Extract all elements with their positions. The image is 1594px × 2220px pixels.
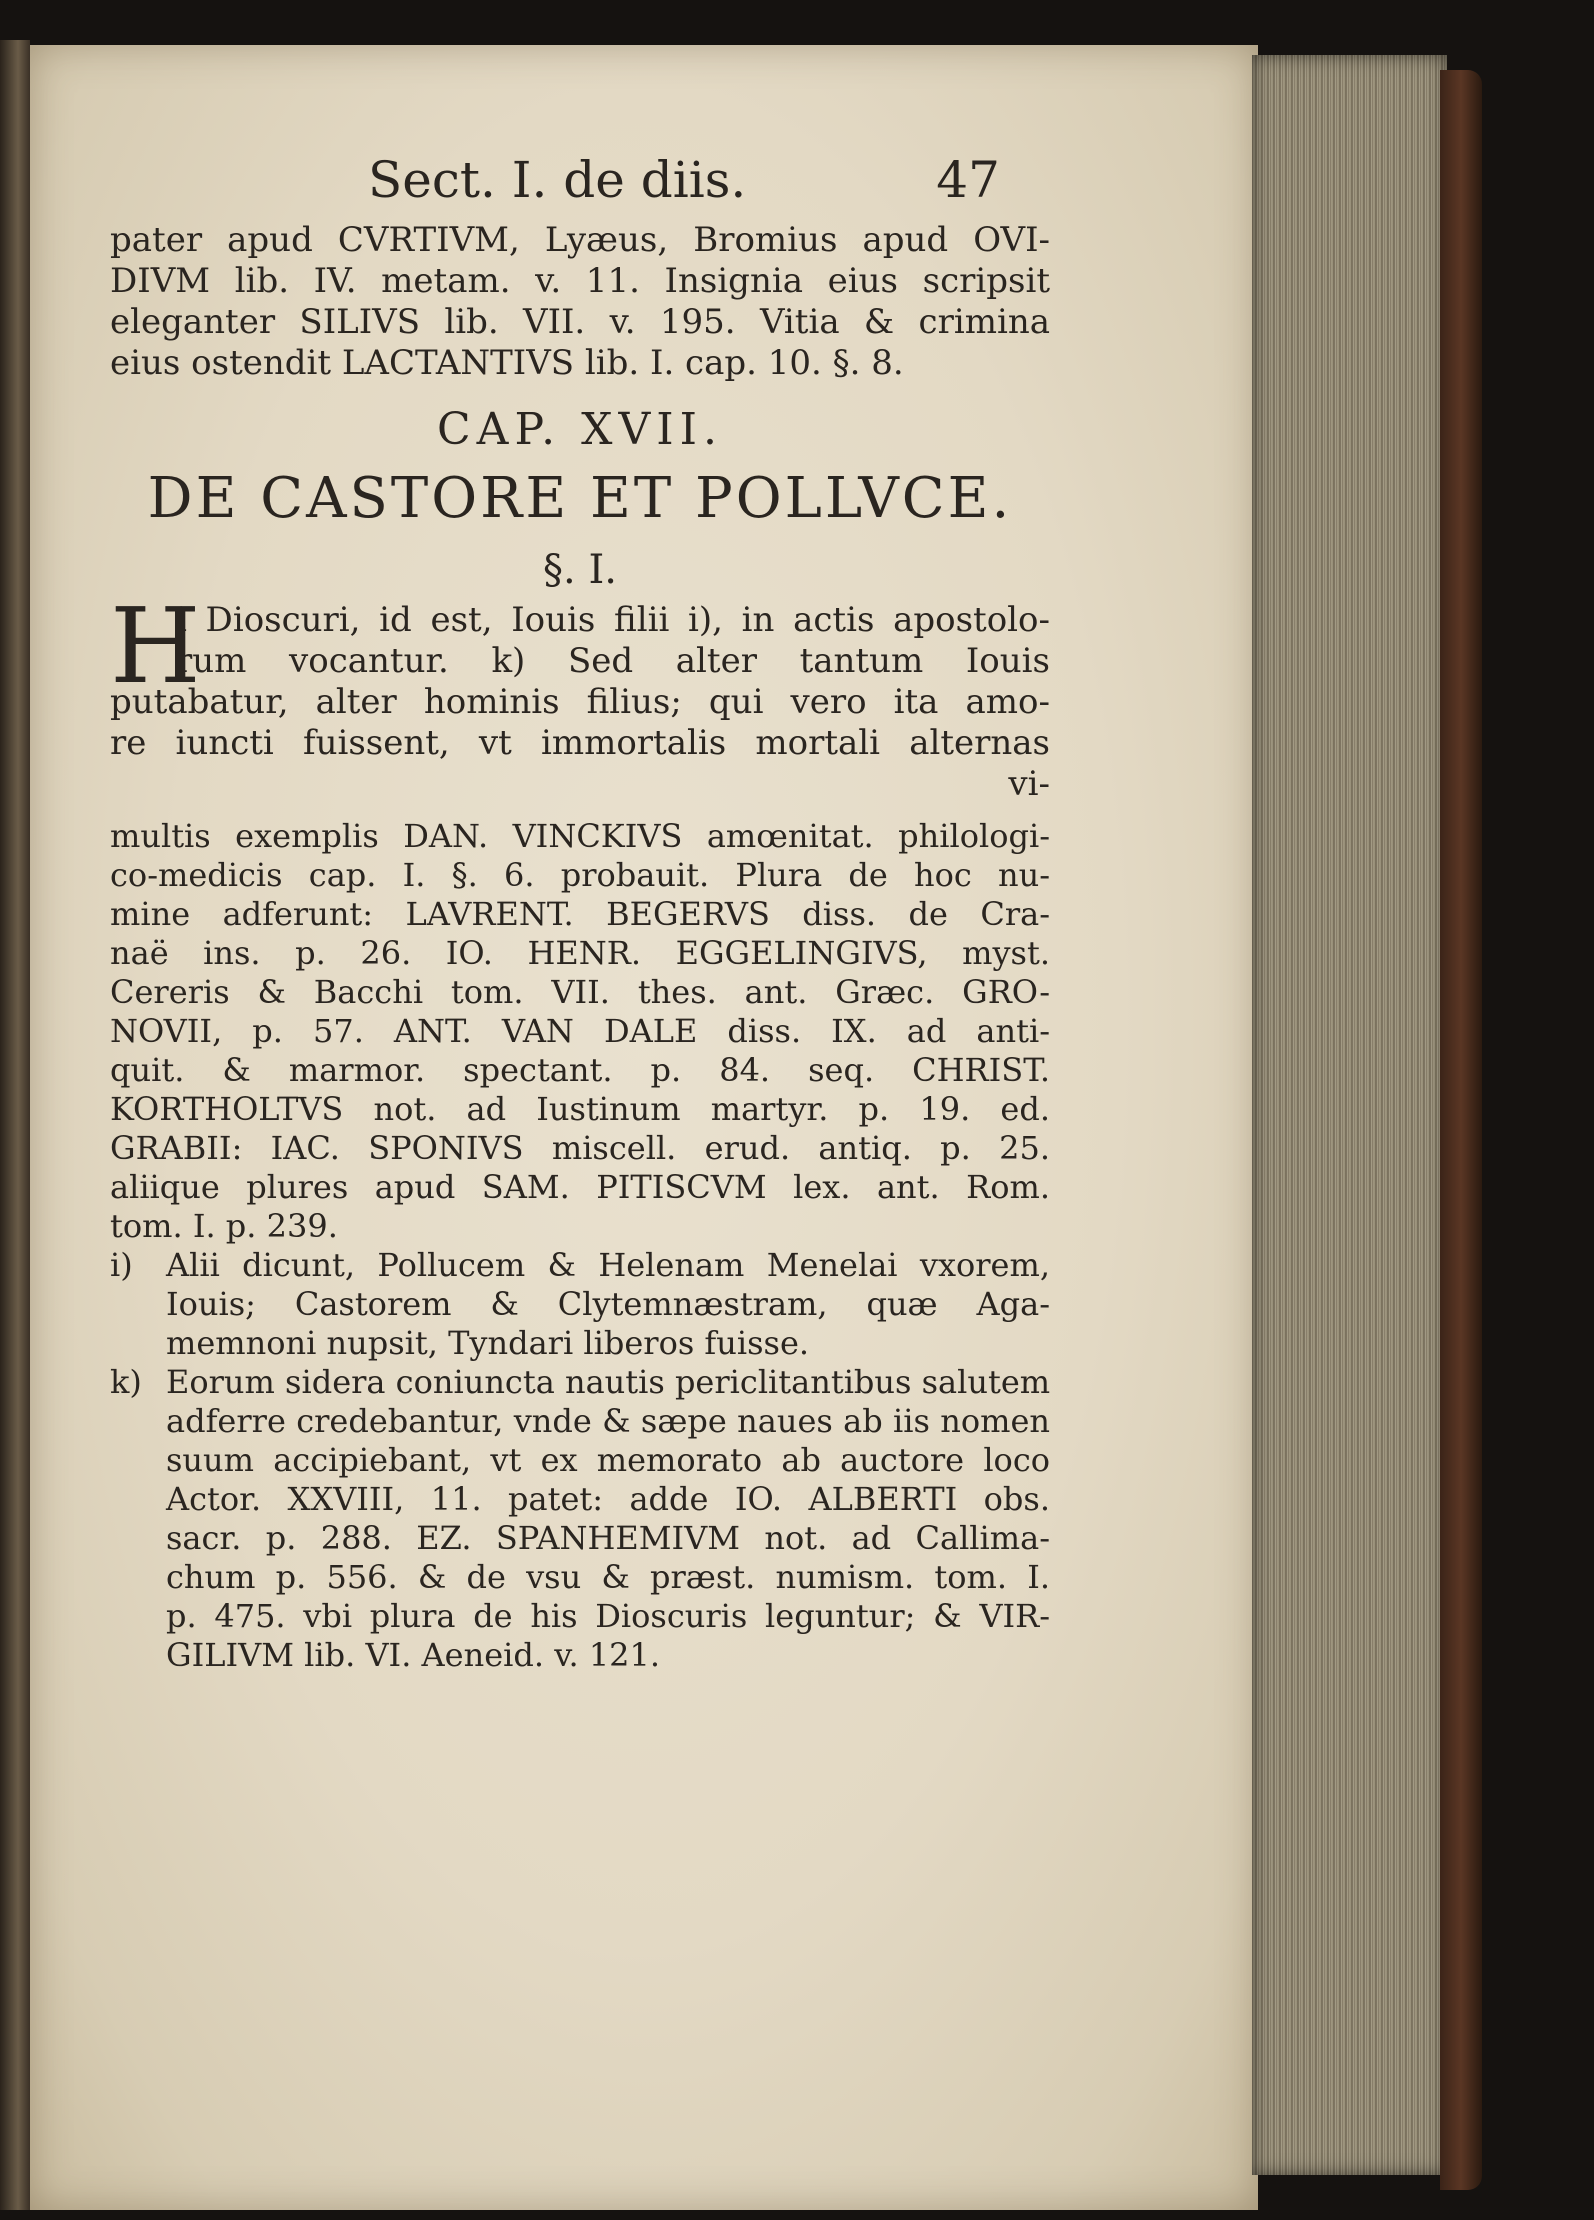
- chapter-number: CAP. XVII.: [437, 404, 723, 455]
- footnote-label: i): [110, 1246, 133, 1284]
- footnote-line: mine adferunt: LAVRENT. BEGERVS diss. de Cra-: [110, 895, 1050, 933]
- section-mark: §. I.: [543, 547, 617, 593]
- footnote-line: naë ins. p. 26. IO. HENR. EGGELINGIVS, myst.: [110, 934, 1050, 972]
- footnote-line: NOVII, p. 57. ANT. VAN DALE diss. IX. ad anti-: [110, 1012, 1050, 1050]
- running-header: [368, 150, 1050, 210]
- footnote-line: multis exemplis DAN. VINCKIVS amœnitat. philologi-: [110, 817, 1050, 855]
- footnote-line: Eorum sidera coniuncta nautis periclitantibus salutem: [166, 1363, 1051, 1401]
- footnote-line: GILIVM lib. VI. Aeneid. v. 121.: [166, 1636, 661, 1674]
- running-head: Sect. I. de diis.: [368, 151, 747, 209]
- footnote-line: sacr. p. 288. EZ. SPANHEMIVM not. ad Callima-: [166, 1519, 1050, 1557]
- footnote-line: suum accipiebant, vt ex memorato ab auctore loco: [166, 1441, 1050, 1479]
- footnote-line: Alii dicunt, Pollucem & Helenam Menelai vxorem,: [166, 1246, 1050, 1284]
- footnote-line: Iouis; Castorem & Clytemnæstram, quæ Aga-: [166, 1285, 1050, 1323]
- footnote-label: k): [110, 1363, 142, 1401]
- footnote-line: KORTHOLTVS not. ad Iustinum martyr. p. 19. ed.: [110, 1090, 1050, 1128]
- text-line: i Dioscuri, id est, Iouis filii i), in actis apostolo-: [176, 600, 1050, 640]
- footnote-line: aliique plures apud SAM. PITISCVM lex. ant. Rom.: [110, 1168, 1050, 1206]
- page-number: 47: [936, 151, 1000, 209]
- text-line: re iuncti fuissent, vt immortalis mortali alternas: [110, 723, 1050, 763]
- footnote-line: GRABII: IAC. SPONIVS miscell. erud. antiq. p. 25.: [110, 1129, 1050, 1167]
- text-line: eleganter SILIVS lib. VII. v. 195. Vitia & crimina: [110, 302, 1050, 342]
- text-line: rum vocantur. k) Sed alter tantum Iouis: [176, 641, 1050, 681]
- footnote-continuation: [110, 817, 1050, 1246]
- footnote-k: [110, 1363, 1050, 1675]
- text-line: eius ostendit LACTANTIVS lib. I. cap. 10. §. 8.: [110, 343, 904, 383]
- footnote-line: tom. I. p. 239.: [110, 1207, 338, 1245]
- footnote-line: Actor. XXVIII, 11. patet: adde IO. ALBERTI obs.: [166, 1480, 1050, 1518]
- main-paragraph: [110, 585, 1050, 805]
- footnote-i: [110, 1246, 1050, 1363]
- footnote-line: chum p. 556. & de vsu & præst. numism. tom. I.: [166, 1558, 1050, 1596]
- page-edges: [1252, 55, 1447, 2175]
- text-line: putabatur, alter hominis filius; qui vero ita amo-: [110, 682, 1050, 722]
- chapter-title: DE CASTORE ET POLLVCE.: [147, 466, 1013, 531]
- footnote-line: Cereris & Bacchi tom. VII. thes. ant. Græc. GRO-: [110, 973, 1050, 1011]
- footnote-line: memnoni nupsit, Tyndari liberos fuisse.: [166, 1324, 810, 1362]
- footnote-line: co-medicis cap. I. §. 6. probauit. Plura de hoc nu-: [110, 856, 1050, 894]
- drop-capital: H: [110, 585, 201, 707]
- footnotes: [110, 817, 1050, 1675]
- page-text: [110, 150, 1050, 1675]
- catchword: vi-: [1008, 764, 1050, 804]
- footnote-line: quit. & marmor. spectant. p. 84. seq. CHRIST.: [110, 1051, 1050, 1089]
- text-line: DIVM lib. IV. metam. v. 11. Insignia eius scripsit: [110, 261, 1050, 301]
- footnote-line: adferre credebantur, vnde & sæpe naues ab iis nomen: [166, 1402, 1050, 1440]
- top-paragraph: [110, 220, 1050, 384]
- book-cover-edge: [1440, 70, 1482, 2190]
- previous-page-edge: [0, 40, 30, 2210]
- footnote-line: p. 475. vbi plura de his Dioscuris leguntur; & VIR-: [166, 1597, 1050, 1635]
- text-line: pater apud CVRTIVM, Lyæus, Bromius apud OVI-: [110, 220, 1050, 260]
